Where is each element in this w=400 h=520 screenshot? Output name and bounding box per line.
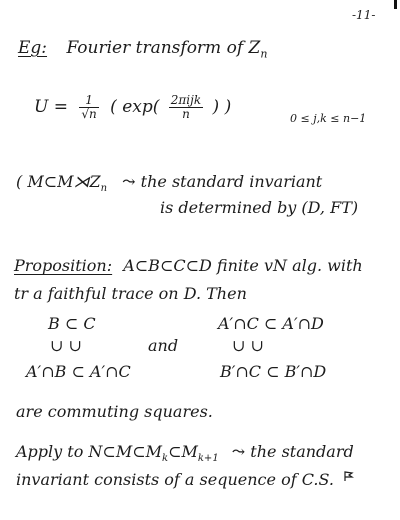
fraction-numerator: 1 [79,94,98,108]
apply-conclusion: invariant consists of a sequence of C.S. [16,470,334,489]
square2-top: A′∩C ⊂ A′∩D [218,314,324,333]
formula-close: ) ) [212,97,232,117]
proposition-line-1 [14,256,363,275]
invariant-line-2: is determined by (D, FT) [160,198,359,217]
margin-mark [394,0,397,9]
exponent-fraction [169,94,203,121]
example-label: Eg: [18,38,48,58]
proposition-line-2: tr a faithful trace on D. Then [14,284,247,303]
invariant-line-1 [16,172,322,194]
example-text: Fourier transform of Z [66,38,261,58]
proposition-label: Proposition: [14,256,113,275]
and-text: and [148,336,179,355]
square2-inclusions: ∪ ∪ [232,336,264,355]
square1-top: B ⊂ C [48,314,96,333]
formula-lhs: U = [34,97,68,117]
invariant-inclusion: ( M⊂M⋊Z [16,172,101,191]
square2-bottom: B′∩C ⊂ B′∩D [220,362,327,381]
apply-inclusion-next: ⊂M [168,442,198,461]
formula-open: ( exp( [110,97,160,117]
apply-line-1 [16,442,354,464]
proposition-statement: A⊂B⊂C⊂D finite vN alg. with [123,256,363,275]
example-heading [18,38,267,60]
flag-mark-icon [343,470,355,482]
exponent-numerator: 2πijk [170,93,202,107]
square1-inclusions: ∪ ∪ [50,336,82,355]
apply-subscript-k: k [162,453,169,465]
page-number: -11- [352,8,376,22]
fourier-formula [34,94,231,121]
formula-range: 0 ≤ j,k ≤ n−1 [290,112,367,125]
commuting-squares-text: are commuting squares. [16,402,213,421]
formula-fraction [79,94,98,121]
fraction-denominator: √n [81,107,97,121]
apply-subscript-k1: k+1 [197,453,219,465]
exponent-denominator: n [182,107,190,121]
apply-line-2 [16,470,355,489]
apply-text: ⤳ the standard [231,442,354,461]
example-subscript: n [260,47,268,61]
invariant-subscript: n [100,183,108,195]
invariant-text: ⤳ the standard invariant [122,172,323,191]
square1-bottom: A′∩B ⊂ A′∩C [26,362,131,381]
apply-inclusion: Apply to N⊂M⊂M [16,442,163,461]
